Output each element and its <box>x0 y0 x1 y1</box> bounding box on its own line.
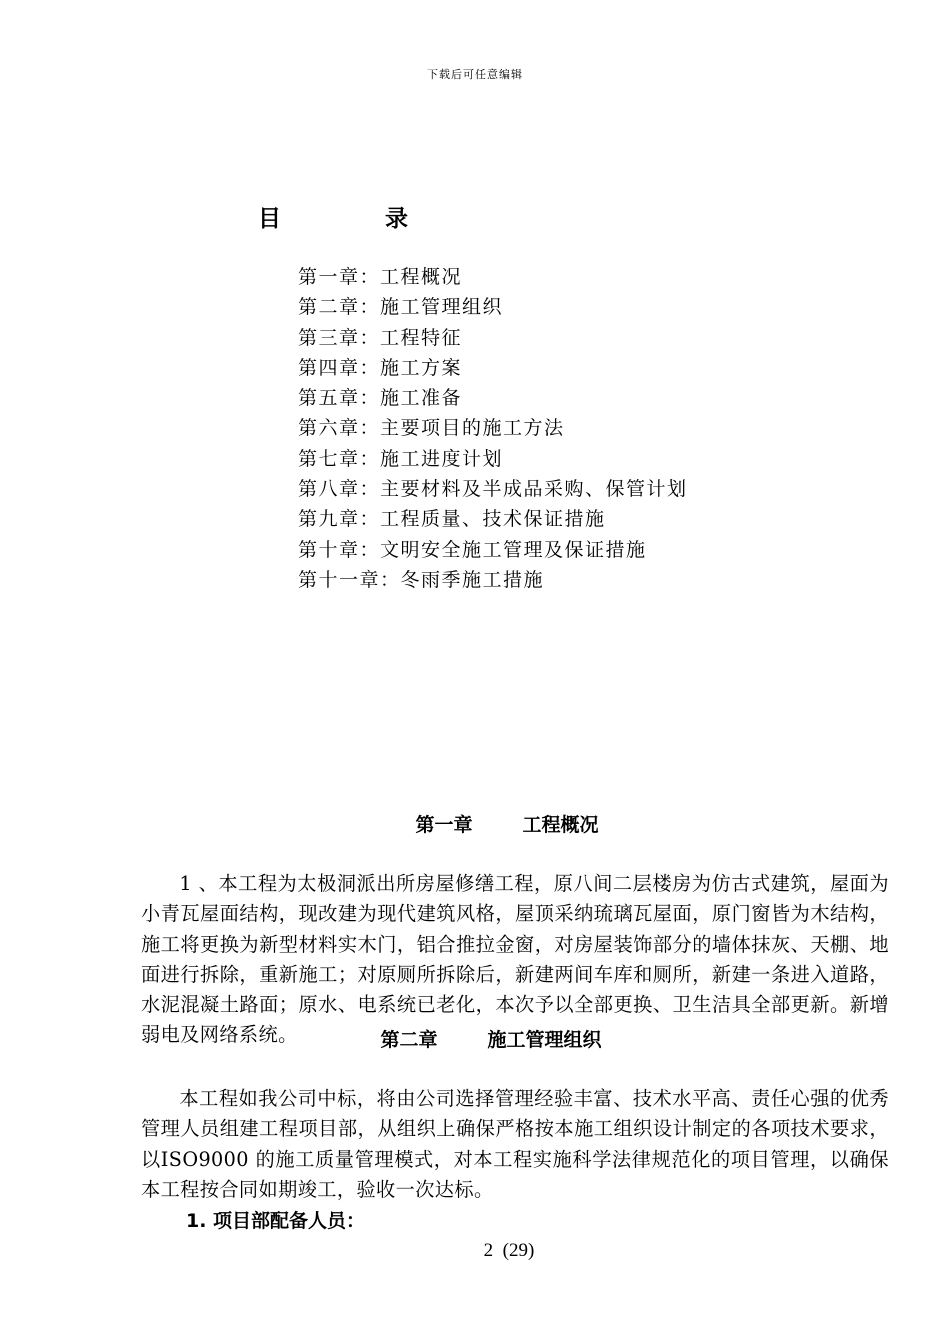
chapter2-title: 施工管理组织 <box>487 1029 602 1051</box>
chapter1-paragraph: 1 、本工程为太极洞派出所房屋修缮工程，原八间二层楼房为仿古式建筑，屋面为小青瓦屋面结构，现改建为现代建筑风格，屋顶采纳琉璃瓦屋面，原门窗皆为木结构，施工将更换为新型材料实木门，铝合推拉金窗，对房屋装饰部分的墙体抹灰、天棚、地面进行拆除，重新施工；对原厕所拆除后，新建两间车库和厕所，新建一条进入道路，水泥混凝土路面；原水、电系统已老化，本次予以全部更换、卫生洁具全部更新。新增弱电及网络系统。 <box>141 872 889 1047</box>
project-staff-heading: 1. 项目部配备人员： <box>186 1210 366 1232</box>
toc-title-right: 录 <box>385 206 408 232</box>
toc-item[interactable]: 第五章：施工准备 <box>298 387 463 410</box>
toc-item[interactable]: 第七章：施工进度计划 <box>298 447 504 470</box>
toc-item[interactable]: 第四章：施工方案 <box>298 356 463 379</box>
toc-item[interactable]: 第八章：主要材料及半成品采购、保管计划 <box>298 478 688 501</box>
toc-item[interactable]: 第三章：工程特征 <box>298 326 463 349</box>
page-header-note: 下载后可任意编辑 <box>427 68 523 81</box>
toc-item[interactable]: 第六章：主要项目的施工方法 <box>298 417 565 440</box>
chapter2-heading <box>16 1025 950 1052</box>
chapter1-heading <box>32 810 950 837</box>
toc-item[interactable]: 第二章：施工管理组织 <box>298 296 504 319</box>
toc-title-left: 目 <box>258 206 281 232</box>
page-total: (29) <box>502 1240 535 1261</box>
page-number <box>0 1240 950 1262</box>
chapter1-number: 第一章 <box>415 814 473 836</box>
toc-item[interactable]: 第九章：工程质量、技术保证措施 <box>298 508 606 531</box>
chapter1-title: 工程概况 <box>522 814 599 836</box>
toc-item[interactable]: 第一章：工程概况 <box>298 266 463 288</box>
toc-item[interactable]: 第十一章：冬雨季施工措施 <box>298 568 545 591</box>
chapter2-paragraph: 本工程如我公司中标，将由公司选择管理经验丰富、技术水平高、责任心强的优秀管理人员组建工程项目部，从组织上确保严格按本施工组织设计制定的各项技术要求，以ISO9000 的施工质量管理模式，对本工程实施科学法律规范化的项目管理，以确保本工程按合同如期竣工，验收一次达标。 <box>141 1087 889 1201</box>
toc-item[interactable]: 第十章：文明安全施工管理及保证措施 <box>298 538 647 561</box>
chapter2-number: 第二章 <box>380 1029 438 1051</box>
page-current: 2 <box>483 1240 494 1261</box>
toc-list <box>298 262 688 595</box>
toc-title <box>258 200 408 233</box>
